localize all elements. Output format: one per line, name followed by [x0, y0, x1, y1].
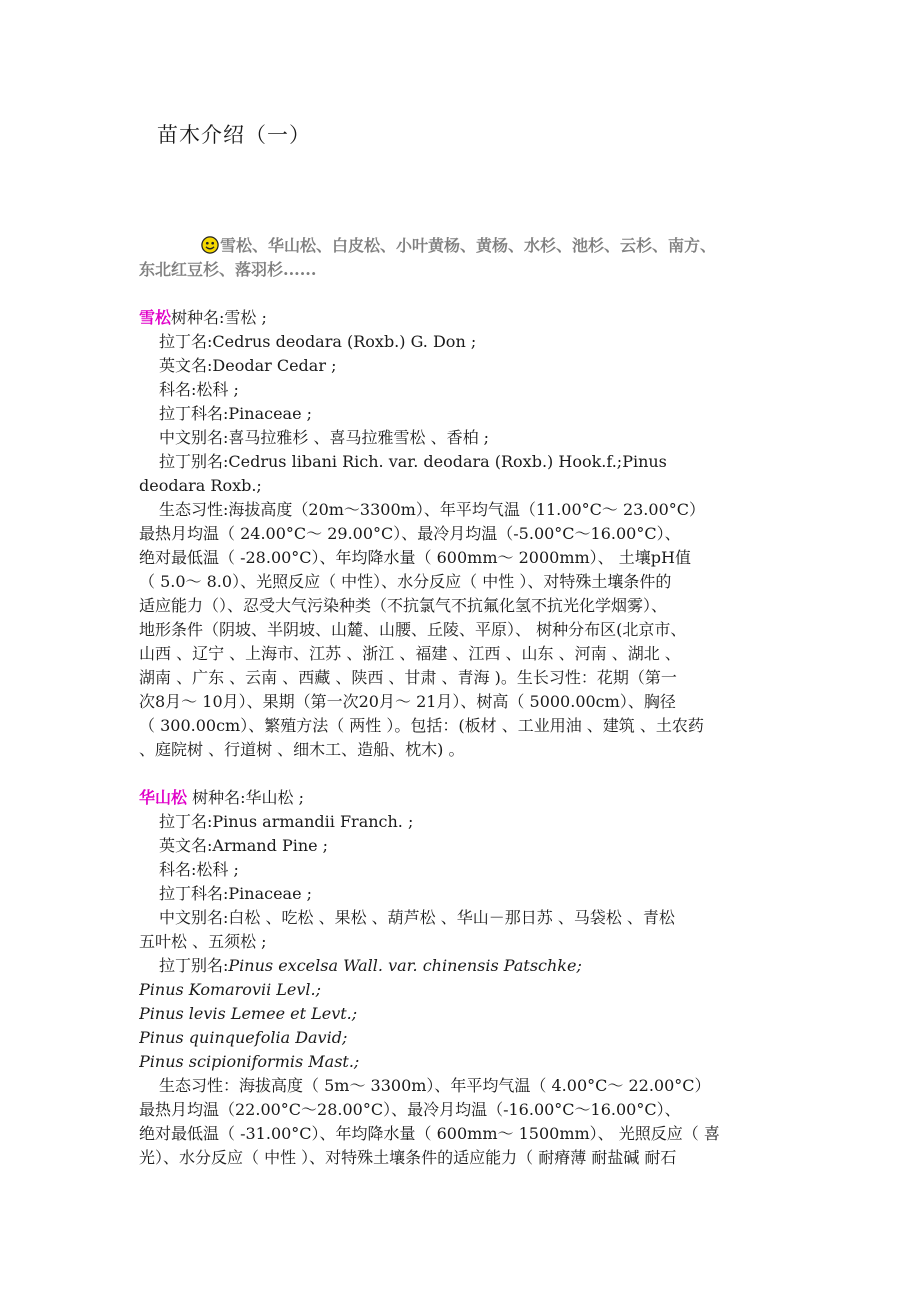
- intro-line-1: [139, 234, 789, 258]
- pine-line-16: 光）、水分反应（ 中性 ）、对特殊土壤条件的适应能力（ 耐瘠薄 耐盐碱 耐石: [139, 1148, 677, 1167]
- section-cedar-heading-line: [139, 306, 789, 330]
- intro-line-2: 东北红豆杉、落羽杉......: [139, 260, 317, 279]
- cedar-line-0: 树种名:雪松 ;: [171, 308, 267, 327]
- cedar-line-18: 、庭院树 、行道树 、细木工、造船、枕木) 。: [139, 740, 465, 759]
- cedar-line-5: 中文别名:喜马拉雅杉 、喜马拉雅雪松 、香柏 ;: [159, 428, 490, 447]
- cedar-line-6: 拉丁别名:Cedrus libani Rich. var. deodara (Roxb.) Hook.f.;Pinus: [159, 452, 667, 471]
- cedar-line-2: 英文名:Deodar Cedar ;: [159, 356, 337, 375]
- pine-line-3: 科名:松科 ;: [159, 860, 239, 879]
- pine-line-4: 拉丁科名:Pinaceae ;: [159, 884, 313, 903]
- smiley-face-icon: [201, 236, 219, 254]
- pine-line-9: Pinus Komarovii Levl.;: [139, 980, 322, 999]
- cedar-line-4: 拉丁科名:Pinaceae ;: [159, 404, 313, 423]
- pine-line-15: 绝对最低温（ -31.00°C）、年均降水量（ 600mm～ 1500mm）、 光照反应（ 喜: [139, 1124, 720, 1143]
- pine-line-12: Pinus scipioniformis Mast.;: [139, 1052, 360, 1071]
- pine-line-2: 英文名:Armand Pine ;: [159, 836, 329, 855]
- cedar-line-7: deodara Roxb.;: [139, 476, 262, 495]
- cedar-line-3: 科名:松科 ;: [159, 380, 239, 399]
- section-pine-heading-line: [139, 786, 789, 810]
- cedar-line-9: 最热月均温（ 24.00°C～ 29.00°C）、最冷月均温（-5.00°C～16.00°C）、: [139, 524, 681, 543]
- page-title: 苗木介绍（一）: [157, 123, 311, 147]
- cedar-line-15: 湖南 、广东 、云南 、西藏 、陕西 、甘肃 、青海 )。生长习性：花期（第一: [139, 668, 677, 687]
- cedar-line-17: （ 300.00cm）、繁殖方法（ 两性 ）。包括：(板材 、工业用油 、建筑 、土农药: [139, 716, 704, 735]
- cedar-line-16: 次8月～ 10月）、果期（第一次20月～ 21月）、树高（ 5000.00cm）、胸径: [139, 692, 676, 711]
- pine-line-1: 拉丁名:Pinus armandii Franch. ;: [159, 812, 414, 831]
- cedar-line-1: 拉丁名:Cedrus deodara (Roxb.) G. Don ;: [159, 332, 477, 351]
- pine-line-14: 最热月均温（22.00°C～28.00°C）、最冷月均温（-16.00°C～16.00°C）、: [139, 1100, 681, 1119]
- pine-line-0: 树种名:华山松 ;: [187, 788, 304, 807]
- cedar-line-10: 绝对最低温（ -28.00°C）、年均降水量（ 600mm～ 2000mm）、 土壤pH值: [139, 548, 691, 567]
- section-pine-heading: 华山松: [139, 788, 188, 807]
- cedar-line-8: 生态习性:海拔高度（20m～3300m）、年平均气温（11.00°C～ 23.00°C）: [159, 500, 705, 519]
- pine-line-13: 生态习性：海拔高度（ 5m～ 3300m）、年平均气温（ 4.00°C～ 22.00°C）: [159, 1076, 711, 1095]
- cedar-line-11: （ 5.0～ 8.0）、光照反应（ 中性）、水分反应（ 中性 ）、对特殊土壤条件的: [139, 572, 672, 591]
- intro-text-1: 雪松、华山松、白皮松、小叶黄杨、黄杨、水杉、池杉、云杉、南方、: [220, 236, 717, 255]
- pine-line-5: 中文别名:白松 、吃松 、果松 、葫芦松 、华山－那日苏 、马袋松 、青松: [159, 908, 675, 927]
- cedar-line-14: 山西 、辽宁 、上海市、江苏 、浙江 、福建 、江西 、山东 、河南 、湖北 、: [139, 644, 681, 663]
- cedar-line-13: 地形条件（阴坡、半阴坡、山麓、山腰、丘陵、平原）、 树种分布区(北京市、: [139, 620, 687, 639]
- section-cedar-heading: 雪松: [139, 308, 172, 327]
- cedar-line-12: 适应能力（）、忍受大气污染种类（不抗氯气不抗氟化氢不抗光化学烟雾）、: [139, 596, 668, 615]
- pine-line-10: Pinus levis Lemee et Levt.;: [139, 1004, 358, 1023]
- document-body: [139, 234, 789, 1170]
- pine-line-11: Pinus quinquefolia David;: [139, 1028, 348, 1047]
- pine-line-7: 拉丁别名:Pinus excelsa Wall. var. chinensis Patschke;: [159, 956, 582, 975]
- pine-line-6: 五叶松 、五须松 ;: [139, 932, 267, 951]
